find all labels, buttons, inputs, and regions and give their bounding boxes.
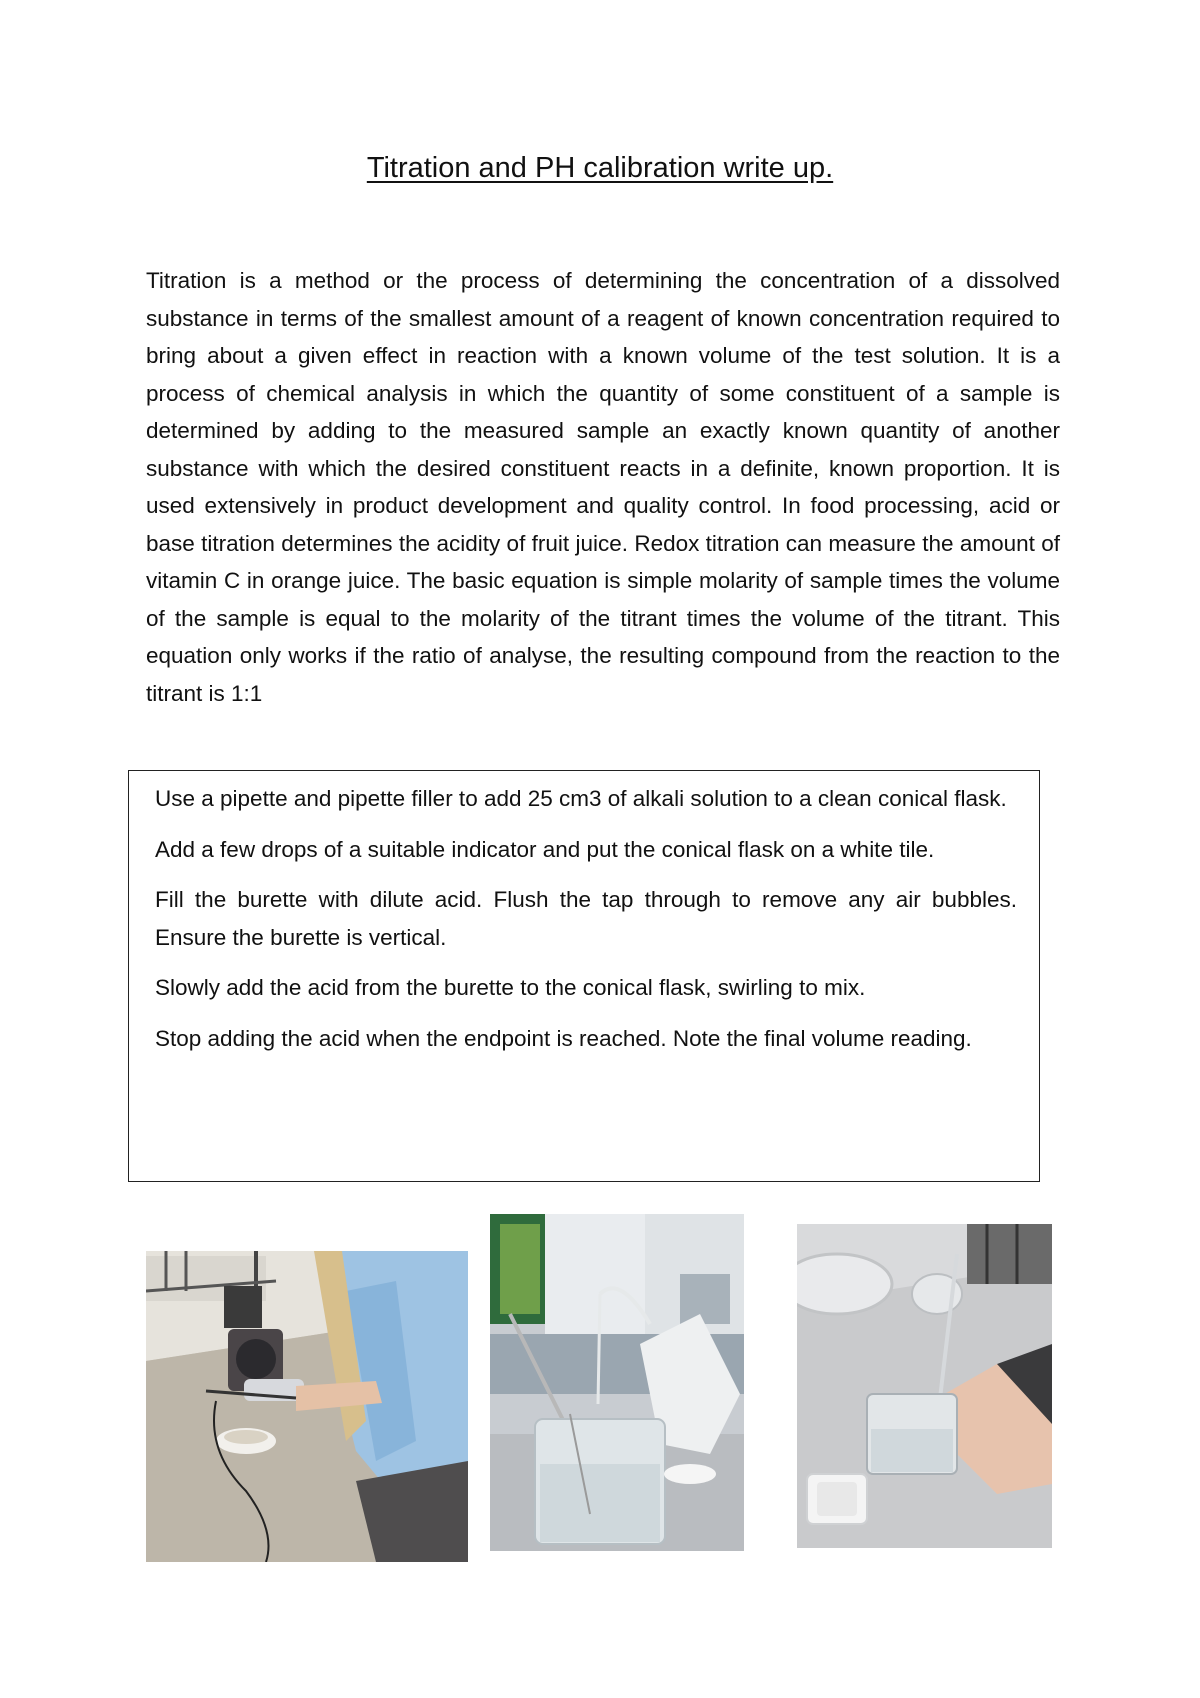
- method-steps-box: [128, 770, 1040, 1182]
- method-step: Stop adding the acid when the endpoint is reached. Note the final volume reading.: [155, 1025, 972, 1051]
- method-step: Use a pipette and pipette filler to add 25 cm3 of alkali solution to a clean conical flask.: [155, 786, 1007, 811]
- method-step: Add a few drops of a suitable indicator and put the conical flask on a white tile.: [155, 836, 935, 862]
- page-title: Titration and PH calibration write up.: [366, 152, 834, 184]
- hands-beaker-photo: [797, 1224, 1052, 1548]
- method-step: Slowly add the acid from the burette to the conical flask, swirling to mix.: [155, 975, 866, 1000]
- ph-meter-photo: [146, 1251, 468, 1562]
- beaker-wash-bottle-photo: [490, 1214, 744, 1551]
- intro-paragraph: Titration is a method or the process of determining the concentration of a dissolved substance in terms of the smallest amount of a reagent of known concentration required to bring about a given effect in reaction with a known volume of the test solution. It is a process of chemical analysis in which the quantity of some constituent of a sample is determined by adding to the measured sample an exactly known quantity of another substance with which the desired constituent reacts in a definite, known proportion. It is used extensively in product development and quality control. In food processing, acid or base titration determines the acidity of fruit juice. Redox titration can measure the amount of vitamin C in orange juice. The basic equation is simple molarity of sample times the volume of the sample is equal to the molarity of the titrant times the volume of the titrant. This equation only works if the ratio of analyse, the resulting compound from the reaction to the titrant is 1:1: [146, 268, 1060, 706]
- method-step: Fill the burette with dilute acid. Flush the tap through to remove any air bubbles. Ensure the burette is vertical.: [155, 887, 1017, 950]
